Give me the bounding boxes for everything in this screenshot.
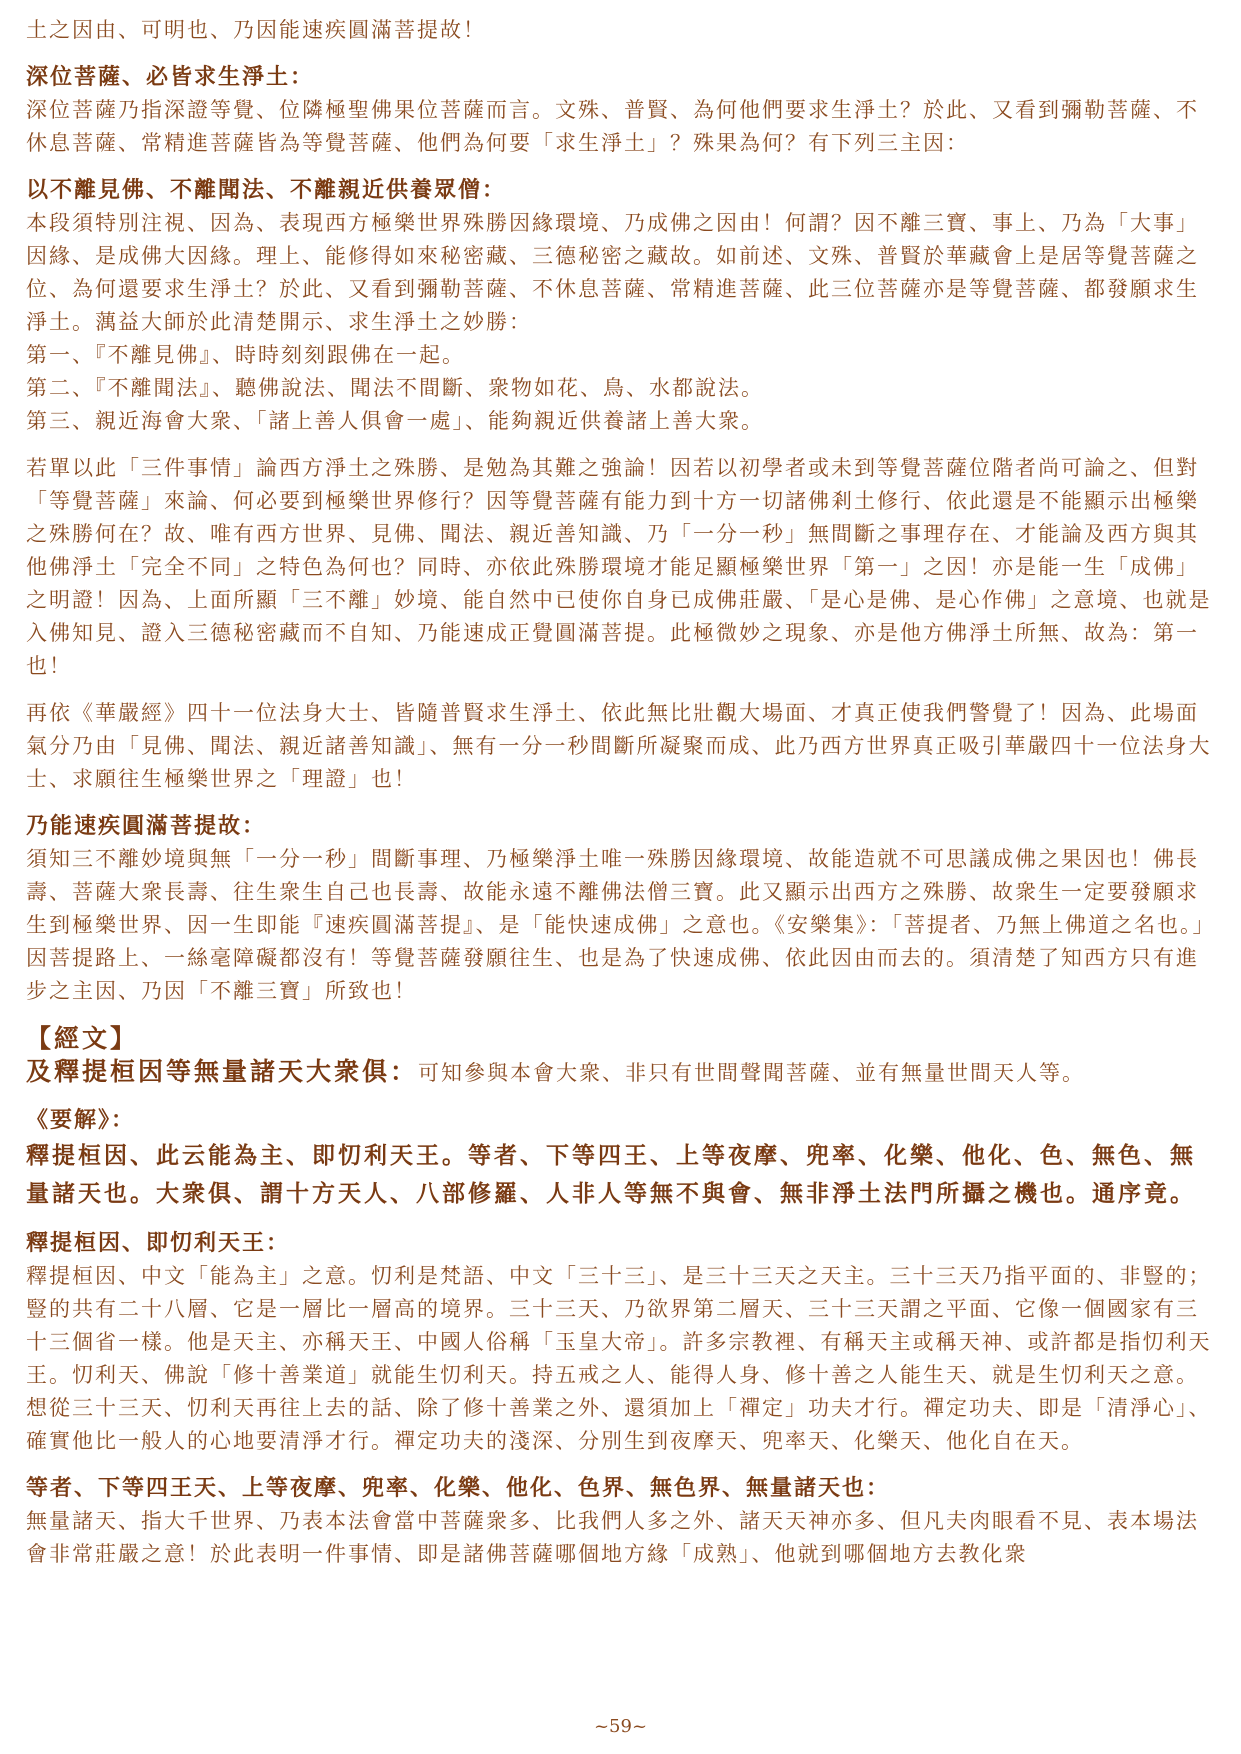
paragraph-deep-bodhisattva: 深位菩薩乃指深證等覺、位隣極聖佛果位菩薩而言。文殊、普賢、為何他們要求生淨土？於此、又看到彌勒菩薩、不休息菩薩、常精進菩薩皆為等覺菩薩、他們為何要「求生淨土」？殊果為何？有下列三主因：: [26, 98, 1199, 155]
spacer: [26, 1090, 1216, 1104]
paragraph-three-not-apart: 本段須特別注視、因為、表現西方極樂世界殊勝因緣環境、乃成佛之因由！何謂？因不離三寶、事上、乃為「大事」因緣、是成佛大因緣。理上、能修得如來秘密藏、三德秘密之藏故。如前述、文殊、普賢於華藏會上是居等覺菩薩之位、為何還要求生淨土？於此、又看到彌勒菩薩、不休息菩薩、常精進菩薩、此三位菩薩亦是等覺菩薩、都發願求生淨土。蕅益大師於此清楚開示、求生淨土之妙勝：: [26, 211, 1199, 334]
spacer: [26, 683, 1216, 697]
section-heading-heavens: 等者、下等四王天、上等夜摩、兜率、化樂、他化、色界、無色界、無量諸天也：: [26, 1475, 891, 1501]
spacer: [26, 796, 1216, 810]
paragraph-bodhi: 須知三不離妙境與無「一分一秒」間斷事理、乃極樂淨土唯一殊勝因緣環境、故能造就不可思議成佛之果因也！佛長壽、菩薩大衆長壽、往生衆生自己也長壽、故能永遠不離佛法僧三寶。此又顯示出西方之殊勝、故衆生一定要發願求生到極樂世界、因一生即能『速疾圓滿菩提』、是「能快速成佛」之意也。《安樂集》：「菩提者、乃無上佛道之名也。」因菩提路上、一絲毫障礙都沒有！等覺菩薩發願往生、也是為了快速成佛、依此因由而去的。須清楚了知西方只有進步之主因、乃因「不離三寶」所致也！: [26, 847, 1216, 1003]
list-item-second: 第二、『不離聞法』、聽佛說法、聞法不間斷、衆物如花、鳥、水都說法。: [26, 376, 764, 400]
spacer: [26, 1008, 1216, 1022]
paragraph-heavens: 無量諸天、指大千世界、乃表本法會當中菩薩衆多、比我們人多之外、諸天天神亦多、但凡夫肉眼看不見、表本場法會非常莊嚴之意！於此表明一件事情、即是諸佛菩薩哪個地方緣「成熟」、他就到哪個地方去教化衆: [26, 1509, 1199, 1566]
spacer: [26, 1213, 1216, 1227]
section-heading-three-not-apart: 以不離見佛、不離聞法、不離親近供養眾僧：: [26, 177, 507, 203]
scripture-lead: 及釋提桓因等無量諸天大衆俱：: [26, 1057, 419, 1086]
paragraph-intro: 土之因由、可明也、乃因能速疾圓滿菩提故！: [26, 18, 486, 42]
commentary-label: 《要解》：: [26, 1107, 136, 1133]
section-heading-sakra: 釋提桓因、即忉利天王：: [26, 1230, 291, 1256]
section-heading-deep-bodhisattva: 深位菩薩、必皆求生淨土：: [26, 64, 315, 90]
spacer: [26, 438, 1216, 452]
scripture-line: [26, 1055, 1216, 1090]
commentary-body: 釋提桓因、此云能為主、即忉利天王。等者、下等四王、上等夜摩、兜率、化樂、他化、色、無色、無量諸天也。大衆俱、謂十方天人、八部修羅、人非人等無不與會、無非淨土法門所攝之機也。通序竟。: [26, 1142, 1196, 1207]
scripture-rest: 可知參與本會大衆、非只有世間聲聞菩薩、並有無量世間天人等。: [418, 1061, 1086, 1085]
document-page: [26, 14, 1216, 1704]
paragraph-huayan: 再依《華嚴經》四十一位法身大士、皆隨普賢求生淨土、依此無比壯觀大場面、才真正使我們警覺了！因為、此場面氣分乃由「見佛、聞法、親近諸善知識」、無有一分一秒間斷所凝聚而成、此乃西方世界真正吸引華嚴四十一位法身大士、求願往生極樂世界之「理證」也！: [26, 701, 1212, 791]
paragraph-three-things: 若單以此「三件事情」論西方淨土之殊勝、是勉為其難之強論！因若以初學者或未到等覺菩薩位階者尚可論之、但對「等覺菩薩」來論、何必要到極樂世界修行？因等覺菩薩有能力到十方一切諸佛剎土修行、依此還是不能顯示出極樂之殊勝何在？故、唯有西方世界、見佛、聞法、親近善知識、乃「一分一秒」無間斷之事理存在、才能論及西方與其他佛淨土「完全不同」之特色為何也？同時、亦依此殊勝環境才能足顯極樂世界「第一」之因！亦是能一生「成佛」之明證！因為、上面所顯「三不離」妙境、能自然中已使你自身已成佛莊嚴、「是心是佛、是心作佛」之意境、也就是入佛知見、證入三德秘密藏而不自知、乃能速成正覺圓滿菩提。此極微妙之現象、亦是他方佛淨土所無、故為：第一也！: [26, 456, 1212, 678]
page-number: ~59~: [593, 1716, 648, 1737]
list-item-first: 第一、『不離見佛』、時時刻刻跟佛在一起。: [26, 343, 465, 367]
scripture-label: 【經文】: [26, 1024, 139, 1053]
list-item-third: 第三、親近海會大衆、「諸上善人俱會一處」、能夠親近供養諸上善大衆。: [26, 409, 764, 433]
spacer: [26, 1458, 1216, 1472]
spacer: [26, 47, 1216, 61]
section-heading-bodhi: 乃能速疾圓滿菩提故：: [26, 813, 267, 839]
paragraph-sakra: 釋提桓因、中文「能為主」之意。忉利是梵語、中文「三十三」、是三十三天之天主。三十三天乃指平面的、非豎的；豎的共有二十八層、它是一層比一層高的境界。三十三天、乃欲界第二層天、三十三天謂之平面、它像一個國家有三十三個省一樣。他是天主、亦稱天王、中國人俗稱「玉皇大帝」。許多宗教裡、有稱天主或稱天神、或許都是指忉利天王。忉利天、佛說「修十善業道」就能生忉利天。持五戒之人、能得人身、修十善之人能生天、就是生忉利天之意。想從三十三天、忉利天再往上去的話、除了修十善業之外、還須加上「禪定」功夫才行。禪定功夫、即是「清淨心」、確實他比一般人的心地要清淨才行。禪定功夫的淺深、分別生到夜摩天、兜率天、化樂天、他化自在天。: [26, 1264, 1212, 1453]
spacer: [26, 160, 1216, 174]
